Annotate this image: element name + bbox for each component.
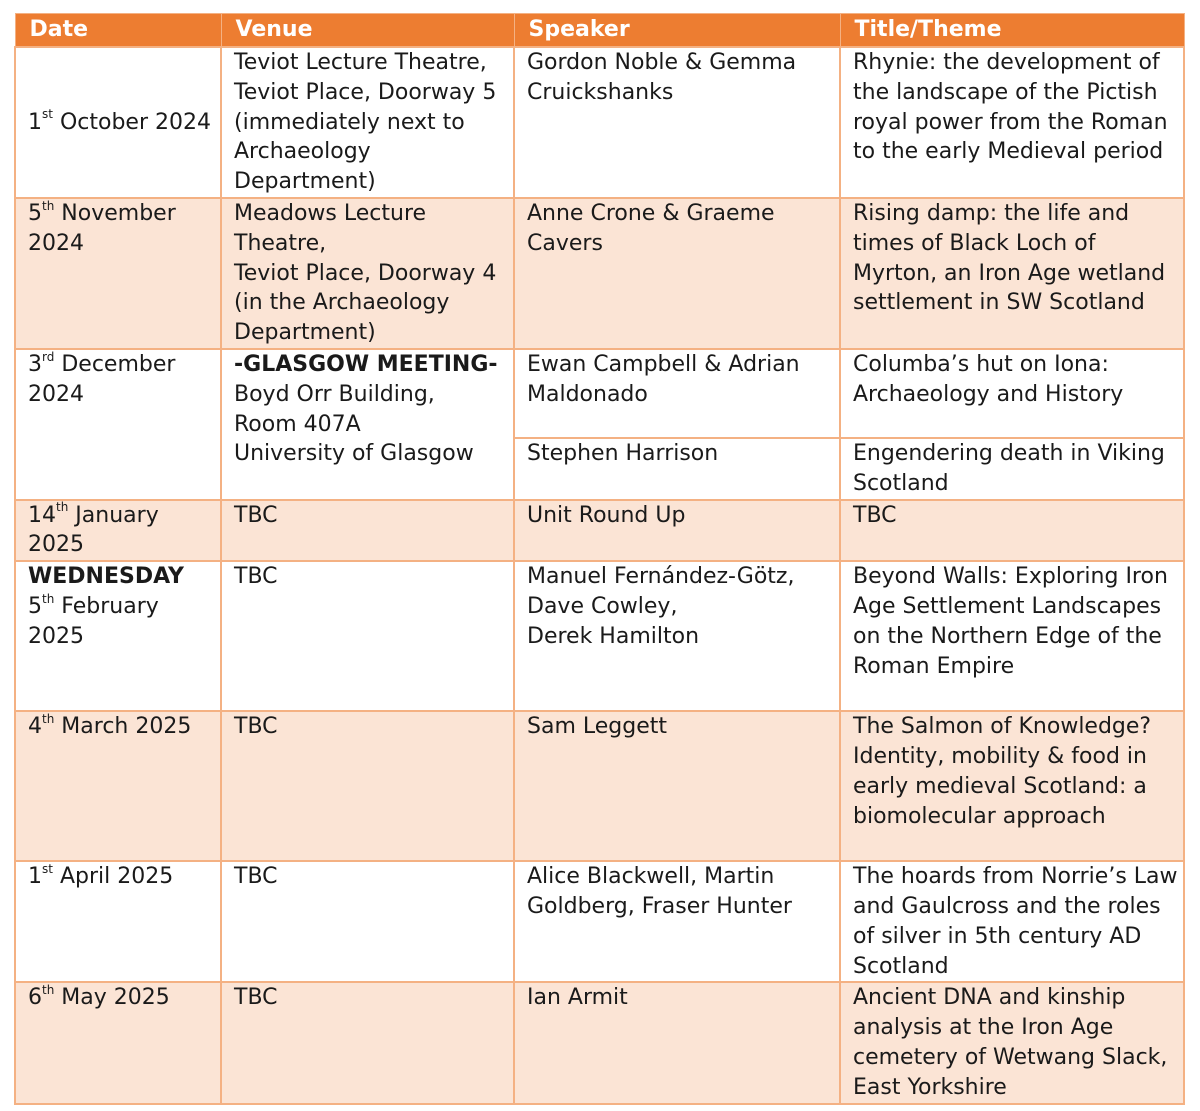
date-day: 14 [28,502,56,528]
header-date: Date [15,14,221,48]
venue-cell [221,198,514,349]
venue-heading: -GLASGOW MEETING- [234,351,498,377]
speaker-line: Derek Hamilton [527,623,700,649]
venue-line: Teviot Place, Doorway 4 (in the Archaeology Department) [234,260,497,346]
title-cell: Ancient DNA and kinship analysis at the Iron Age cemetery of Wetwang Slack, East Yorkshire [840,982,1184,1103]
speaker-cell: Sam Leggett [514,711,840,861]
date-day: 6 [28,985,42,1011]
venue-cell [221,349,514,500]
date-rest: March 2025 [54,714,192,740]
title-cell: Rising damp: the life and times of Black Loch of Myrton, an Iron Age wetland settlement in SW Scotland [840,198,1184,349]
date-day: 5 [28,593,42,619]
title-cell: The Salmon of Knowledge? Identity, mobility & food in early medieval Scotland: a biomolecular approach [840,711,1184,861]
table-row [15,47,1184,198]
table-row [15,561,1184,711]
venue-cell: TBC [221,861,514,982]
date-day: 5 [28,200,42,226]
speaker-cell [514,561,840,711]
table-row [15,861,1184,982]
table-row [15,982,1184,1103]
venue-cell [221,47,514,198]
date-suffix: th [42,591,55,606]
date-rest: May 2025 [54,985,170,1011]
date-cell [15,349,221,500]
table-row [15,198,1184,349]
date-day: 1 [28,109,42,135]
speaker-cell: Gordon Noble & Gemma Cruickshanks [514,47,840,198]
venue-cell: TBC [221,500,514,562]
date-cell [15,561,221,711]
date-suffix: st [42,107,53,122]
date-cell [15,198,221,349]
speaker-cell: Anne Crone & Graeme Cavers [514,198,840,349]
header-speaker: Speaker [514,14,840,48]
venue-cell: TBC [221,982,514,1103]
date-rest: December 2024 [28,351,176,407]
date-day: 4 [28,714,42,740]
table-row [15,711,1184,861]
venue-cell: TBC [221,711,514,861]
venue-line: Room 407A [234,411,361,437]
title-cell: The hoards from Norrie’s Law and Gaulcross and the roles of silver in 5th century AD Scotland [840,861,1184,982]
title-cell: Rhynie: the development of the landscape of the Pictish royal power from the Roman to the early Medieval period [840,47,1184,198]
venue-line: Meadows Lecture Theatre, [234,200,427,256]
speaker-cell: Ewan Campbell & Adrian Maldonado [514,349,840,438]
date-suffix: th [42,198,55,213]
date-suffix: th [42,711,55,726]
venue-cell: TBC [221,561,514,711]
speaker-cell: Unit Round Up [514,500,840,562]
title-cell: Beyond Walls: Exploring Iron Age Settlement Landscapes on the Northern Edge of the Roman Empire [840,561,1184,711]
speaker-line: Dave Cowley, [527,593,678,619]
date-suffix: th [42,983,55,998]
date-rest: April 2025 [52,864,174,890]
date-cell [15,711,221,861]
date-rest: November 2024 [28,200,176,256]
date-rest: October 2024 [52,109,211,135]
title-cell: Engendering death in Viking Scotland [840,438,1184,500]
date-cell [15,47,221,198]
title-cell: TBC [840,500,1184,562]
venue-line: Teviot Lecture Theatre, Teviot Place, Doorway 5 (immediately next to Archaeology Department) [234,50,497,195]
date-cell [15,861,221,982]
date-suffix: rd [42,349,55,364]
header-venue: Venue [221,14,514,48]
venue-line: Boyd Orr Building, [234,381,435,407]
date-rest: January 2025 [28,502,159,558]
date-cell [15,982,221,1103]
header-row [15,14,1184,48]
venue-line: University of Glasgow [234,441,474,467]
schedule-table [14,13,1185,1105]
speaker-line: Manuel Fernández-Götz, [527,564,795,590]
speaker-cell: Ian Armit [514,982,840,1103]
date-rest: February 2025 [28,593,159,649]
speaker-cell: Stephen Harrison [514,438,840,500]
date-day: 3 [28,351,42,377]
date-cell [15,500,221,562]
table-row [15,349,1184,438]
date-day: 1 [28,864,42,890]
header-title: Title/Theme [840,14,1184,48]
speaker-cell: Alice Blackwell, Martin Goldberg, Fraser Hunter [514,861,840,982]
title-cell: Columba’s hut on Iona: Archaeology and History [840,349,1184,438]
date-suffix: st [42,861,53,876]
date-suffix: th [56,500,69,515]
table-row [15,500,1184,562]
date-weekday: WEDNESDAY [28,564,184,590]
